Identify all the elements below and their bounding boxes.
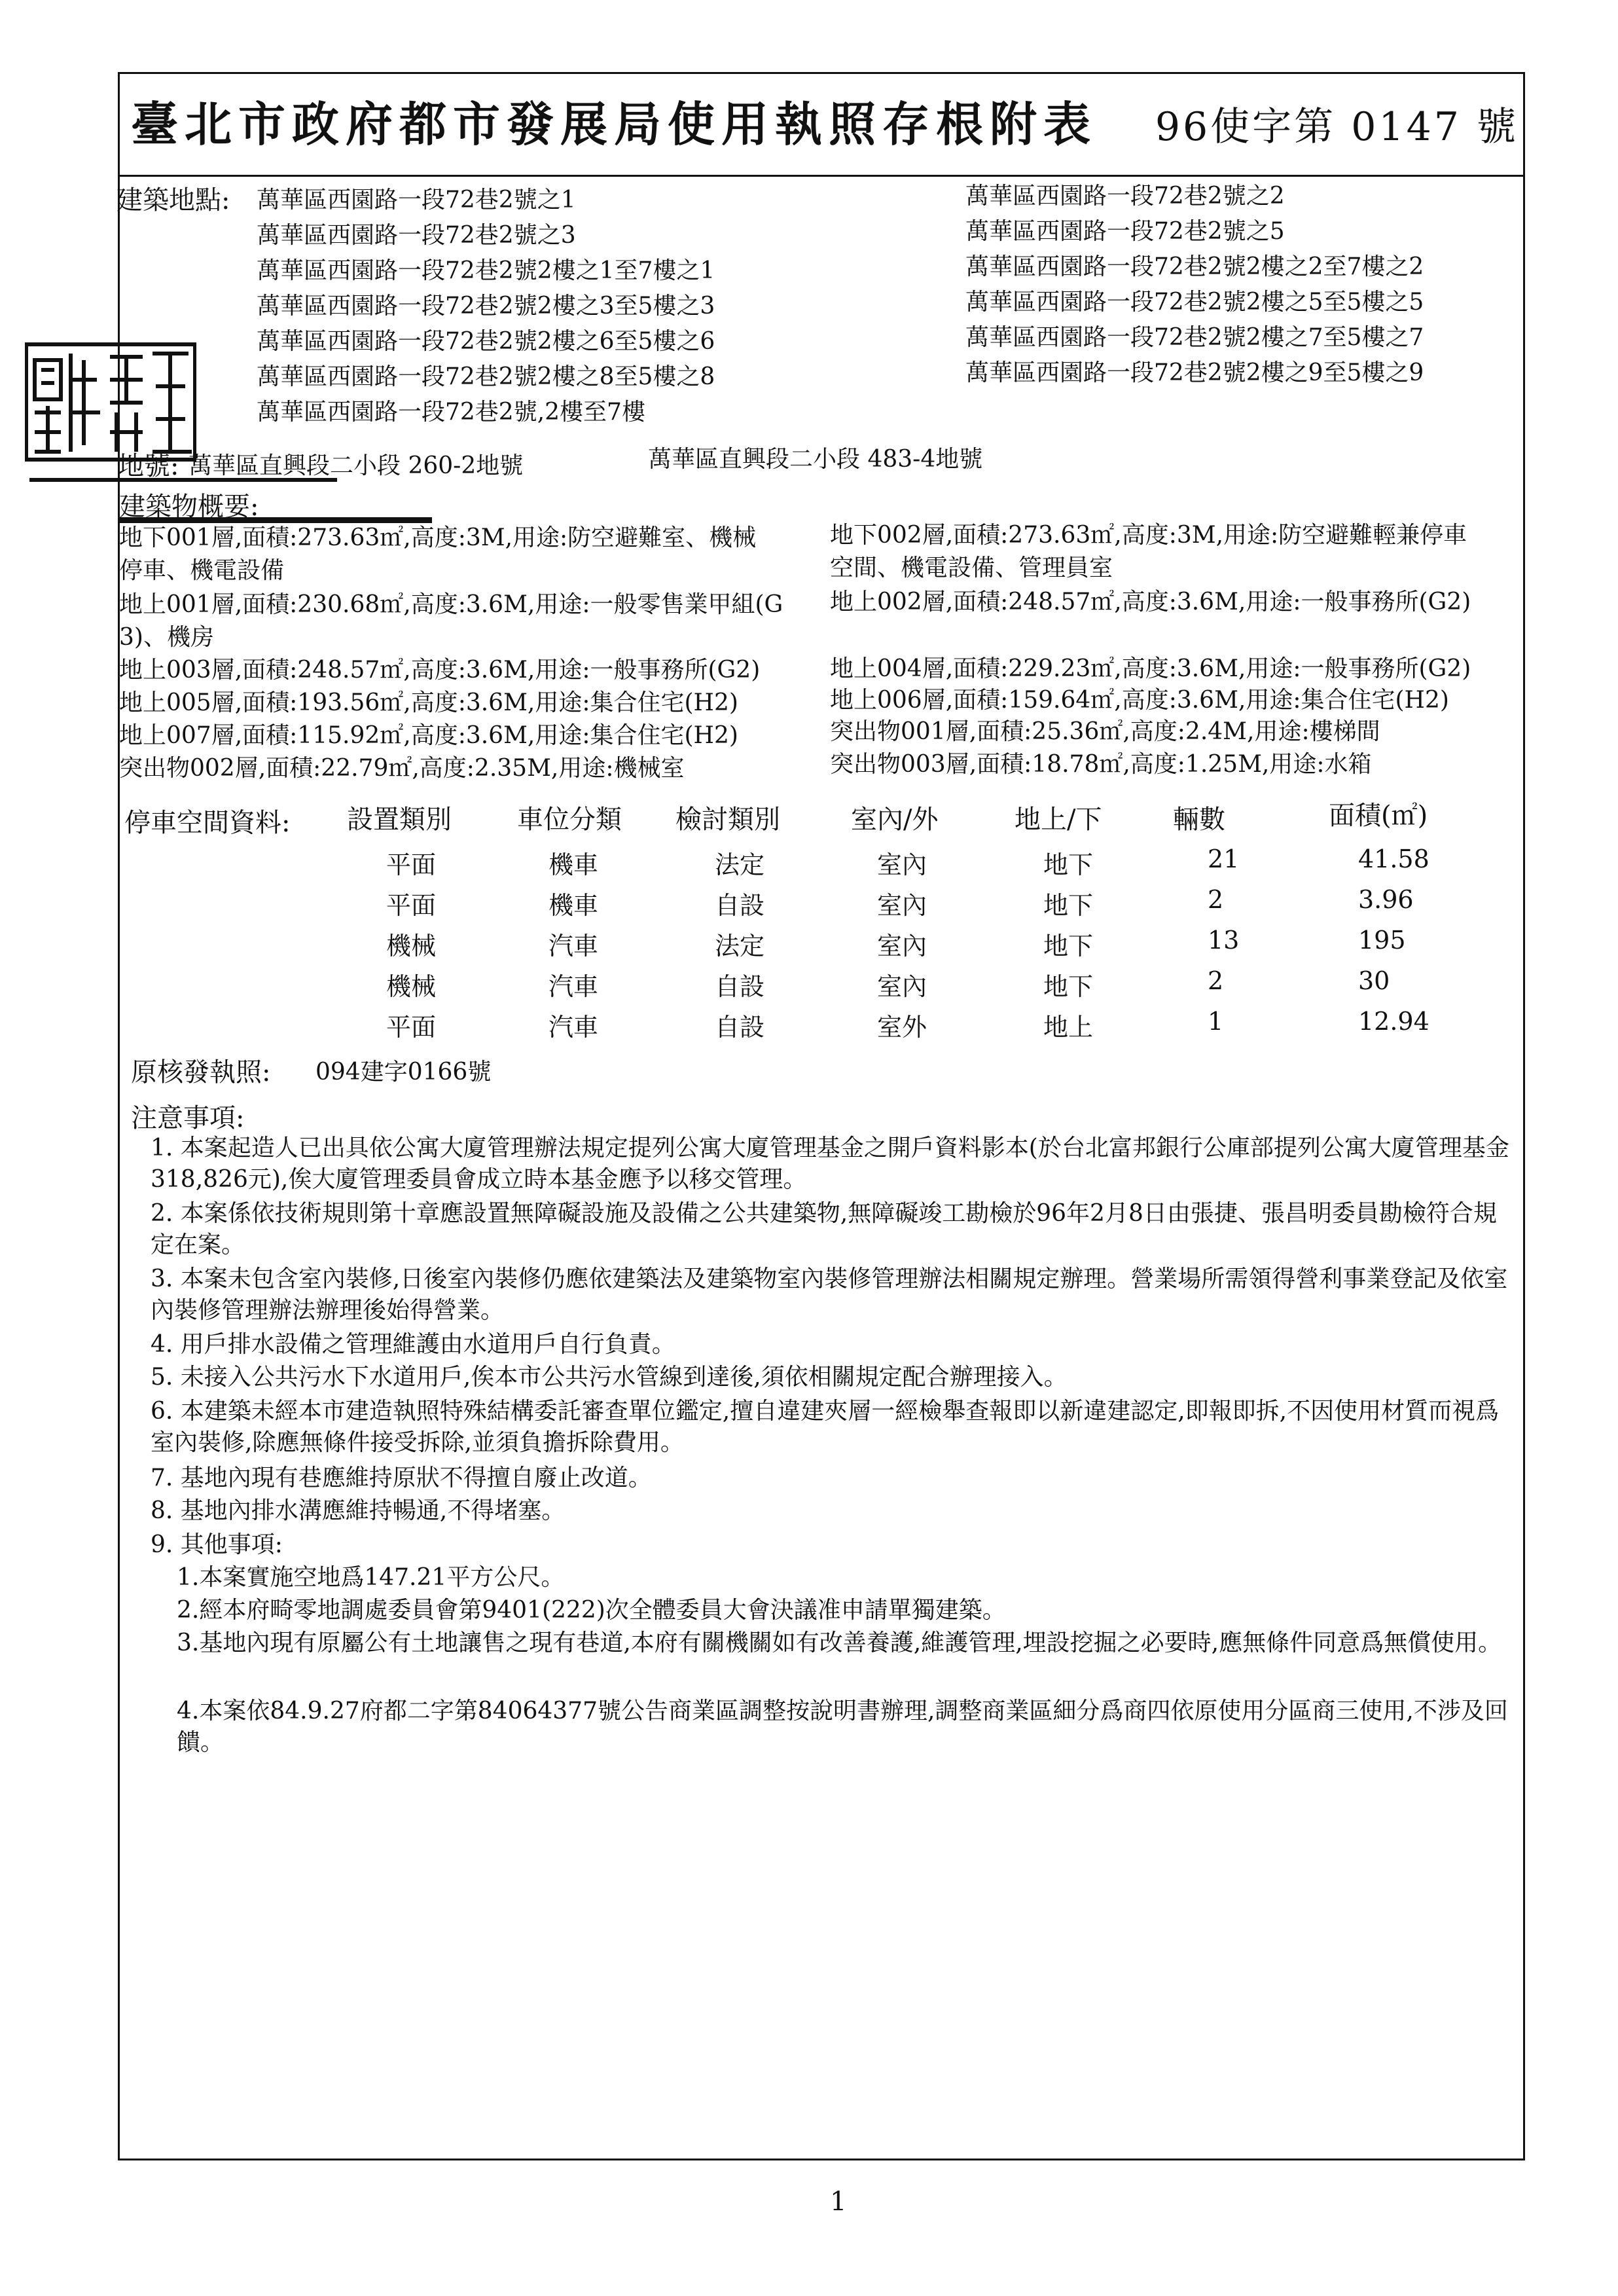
parking-cell: 機械 — [386, 932, 437, 960]
original-license-label: 原核發執照: — [131, 1057, 271, 1087]
parking-cell: 汽車 — [548, 1013, 599, 1042]
document-title: 臺北市政府都市發展局使用執照存根附表 — [131, 96, 1098, 152]
address-right-5: 萬華區西園路一段72巷2號2樓之7至5樓之7 — [965, 324, 1424, 351]
parking-header: 檢討類別 — [675, 805, 780, 835]
building-line: 地下001層,面積:273.63㎡,高度:3M,用途:防空避難室、機械 — [119, 524, 757, 551]
other-item: 4.本案依84.9.27府都二字第84064377號公告商業區調整按說明書辦理,調整商業區細分爲商四依原使用分區商三使用,不涉及回饋。 — [177, 1698, 1508, 1756]
address-right-3: 萬華區西園路一段72巷2號2樓之2至7樓之2 — [965, 253, 1424, 280]
building-line: 地上003層,面積:248.57㎡,高度:3.6M,用途:一般事務所(G2) — [119, 657, 761, 683]
address-label: 建築地點: — [117, 185, 230, 215]
building-line: 突出物003層,面積:18.78㎡,高度:1.25M,用途:水箱 — [830, 751, 1372, 778]
address-right-6: 萬華區西園路一段72巷2號2樓之9至5樓之9 — [965, 359, 1424, 386]
address-right-2: 萬華區西園路一段72巷2號之5 — [965, 218, 1285, 245]
parking-cell: 12.94 — [1358, 1007, 1429, 1036]
parking-cell: 地下 — [1043, 932, 1094, 960]
parking-cell: 平面 — [386, 1013, 437, 1042]
parking-cell: 21 — [1208, 845, 1240, 873]
parking-cell: 地下 — [1043, 972, 1094, 1001]
parking-cell: 地下 — [1043, 850, 1094, 879]
notes-label: 注意事項: — [131, 1103, 245, 1133]
parking-cell: 2 — [1208, 885, 1224, 914]
ink-stroke-2 — [118, 517, 432, 523]
parking-cell: 室內 — [877, 850, 927, 879]
parking-cell: 汽車 — [548, 932, 599, 960]
parking-cell: 自設 — [715, 891, 765, 920]
parking-cell: 機車 — [548, 891, 599, 920]
ink-stroke — [29, 478, 337, 482]
building-line: 地上005層,面積:193.56㎡,高度:3.6M,用途:集合住宅(H2) — [119, 689, 738, 716]
building-line: 地上007層,面積:115.92㎡,高度:3.6M,用途:集合住宅(H2) — [119, 722, 738, 749]
parking-header: 室內/外 — [851, 805, 939, 835]
address-left-7: 萬華區西園路一段72巷2號,2樓至7樓 — [257, 399, 645, 426]
parking-cell: 195 — [1358, 926, 1406, 955]
parking-cell: 3.96 — [1358, 885, 1414, 914]
building-line: 地上004層,面積:229.23㎡,高度:3.6M,用途:一般事務所(G2) — [830, 655, 1471, 682]
parking-cell: 2 — [1208, 966, 1224, 995]
parking-cell: 法定 — [715, 932, 765, 960]
address-right-1: 萬華區西園路一段72巷2號之2 — [965, 183, 1285, 210]
parking-label: 停車空間資料: — [124, 808, 291, 838]
address-left-2: 萬華區西園路一段72巷2號之3 — [257, 222, 576, 249]
other-item: 2.經本府畸零地調處委員會第9401(222)次全體委員大會決議准申請單獨建築。 — [177, 1597, 1006, 1624]
parking-cell: 平面 — [386, 891, 437, 920]
building-label: 建築物概要: — [119, 492, 259, 522]
document-header — [118, 72, 1525, 177]
parking-cell: 地上 — [1043, 1013, 1094, 1042]
official-seal-stamp — [25, 340, 196, 465]
note-item: 7. 基地內現有巷應維持原狀不得擅自廢止改道。 — [151, 1465, 652, 1491]
lot-value-1: 萬華區直興段二小段 260-2地號 — [189, 452, 524, 479]
address-left-6: 萬華區西園路一段72巷2號2樓之8至5樓之8 — [257, 363, 715, 390]
original-license-value: 094建字0166號 — [315, 1059, 492, 1085]
parking-cell: 室內 — [877, 932, 927, 960]
building-line: 地下002層,面積:273.63㎡,高度:3M,用途:防空避難輕兼停車 — [830, 522, 1467, 549]
building-line: 地上006層,面積:159.64㎡,高度:3.6M,用途:集合住宅(H2) — [830, 687, 1449, 714]
parking-header: 地上/下 — [1015, 805, 1102, 835]
parking-cell: 13 — [1208, 926, 1240, 955]
parking-cell: 平面 — [386, 850, 437, 879]
note-item: 6. 本建築未經本市建造執照特殊結構委託審查單位鑑定,擅自違建夾層一經檢舉查報即以新違建認定,即報即拆,不因使用材質而視爲室內裝修,除應無條件接受拆除,並須負擔拆除費用。 — [151, 1398, 1500, 1456]
address-left-3: 萬華區西園路一段72巷2號2樓之1至7樓之1 — [257, 257, 715, 284]
address-right-4: 萬華區西園路一段72巷2號2樓之5至5樓之5 — [965, 289, 1424, 316]
parking-header: 車位分類 — [517, 805, 622, 835]
parking-cell: 室外 — [877, 1013, 927, 1042]
parking-cell: 汽車 — [548, 972, 599, 1001]
note-item: 8. 基地內排水溝應維持暢通,不得堵塞。 — [151, 1497, 566, 1524]
parking-cell: 1 — [1208, 1007, 1224, 1036]
lot-value-2: 萬華區直興段二小段 483-4地號 — [648, 446, 983, 473]
note-item: 2. 本案係依技術規則第十章應設置無障礙設施及設備之公共建築物,無障礙竣工勘檢於96年2月8日由張捷、張昌明委員勘檢符合規定在案。 — [151, 1200, 1497, 1258]
note-item: 1. 本案起造人已出具依公寓大廈管理辦法規定提列公寓大廈管理基金之開戶資料影本(於台北富邦銀行公庫部提列公寓大廈管理基金318,826元),俟大廈管理委員會成立時本基金應予以移交管理。 — [151, 1135, 1509, 1193]
parking-cell: 自設 — [715, 972, 765, 1001]
building-line: 空間、機電設備、管理員室 — [830, 555, 1113, 581]
note-item: 5. 未接入公共污水下水道用戶,俟本市公共污水管線到達後,須依相關規定配合辦理接入。 — [151, 1364, 1068, 1391]
parking-cell: 室內 — [877, 891, 927, 920]
document-number: 96使字第 0147 號 — [1155, 104, 1519, 150]
parking-cell: 機械 — [386, 972, 437, 1001]
building-line: 突出物001層,面積:25.36㎡,高度:2.4M,用途:樓梯間 — [830, 718, 1380, 745]
parking-cell: 法定 — [715, 850, 765, 879]
building-line: 地上002層,面積:248.57㎡,高度:3.6M,用途:一般事務所(G2) — [830, 589, 1471, 615]
page-number: 1 — [830, 2187, 847, 2217]
parking-cell: 機車 — [548, 850, 599, 879]
parking-cell: 地下 — [1043, 891, 1094, 920]
building-line: 停車、機電設備 — [119, 557, 285, 584]
building-line: 地上001層,面積:230.68㎡,高度:3.6M,用途:一般零售業甲組(G — [119, 591, 783, 618]
note-item: 9. 其他事項: — [151, 1531, 283, 1558]
note-item: 4. 用戶排水設備之管理維護由水道用戶自行負責。 — [151, 1331, 675, 1358]
parking-cell: 自設 — [715, 1013, 765, 1042]
parking-header: 面積(㎡) — [1329, 801, 1428, 831]
parking-header: 輛數 — [1173, 805, 1225, 835]
parking-cell: 41.58 — [1358, 845, 1429, 873]
address-left-1: 萬華區西園路一段72巷2號之1 — [257, 187, 576, 213]
building-line: 3)、機房 — [119, 624, 214, 651]
parking-cell: 30 — [1358, 966, 1390, 995]
address-left-4: 萬華區西園路一段72巷2號2樓之3至5樓之3 — [257, 293, 715, 319]
note-item: 3. 本案未包含室內裝修,日後室內裝修仍應依建築法及建築物室內裝修管理辦法相關規定辦理。營業場所需領得營利事業登記及依室內裝修管理辦法辦理後始得營業。 — [151, 1266, 1508, 1324]
parking-header: 設置類別 — [347, 805, 452, 835]
address-left-5: 萬華區西園路一段72巷2號2樓之6至5樓之6 — [257, 328, 715, 355]
parking-cell: 室內 — [877, 972, 927, 1001]
lot-label: 地號: — [118, 451, 179, 481]
other-item: 3.基地內現有原屬公有土地讓售之現有巷道,本府有關機關如有改善養護,維護管理,埋設挖掘之必要時,應無條件同意爲無償使用。 — [177, 1630, 1502, 1656]
other-item: 1.本案實施空地爲147.21平方公尺。 — [177, 1564, 565, 1591]
building-line: 突出物002層,面積:22.79㎡,高度:2.35M,用途:機械室 — [119, 755, 685, 782]
